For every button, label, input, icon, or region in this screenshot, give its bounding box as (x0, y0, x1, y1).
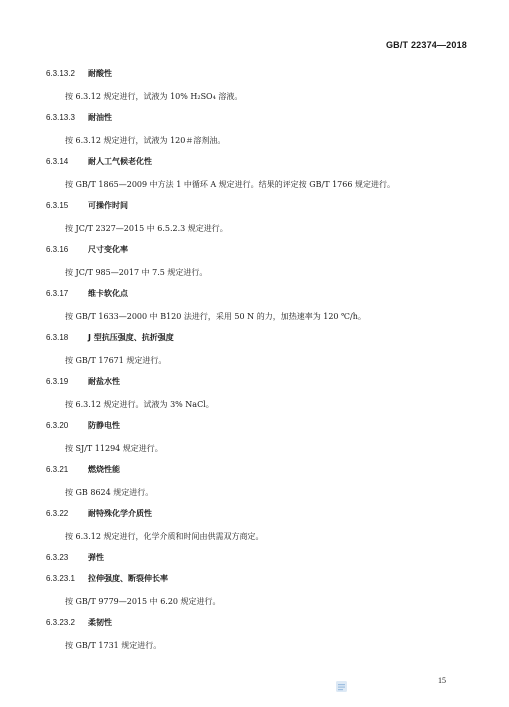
section-number: 6.3.13.3 (46, 113, 75, 122)
section-6-3-20 (46, 420, 466, 455)
section-6-3-19 (46, 376, 466, 411)
section-text: 按 JC/T 985—2017 中 7.5 规定进行。 (65, 268, 208, 277)
section-number: 6.3.22 (46, 509, 69, 518)
section-text: 按 GB/T 9779—2015 中 6.20 规定进行。 (65, 597, 221, 606)
section-number: 6.3.23.1 (46, 574, 75, 583)
section-title: 维卡软化点 (88, 289, 128, 298)
section-6-3-23-2 (46, 617, 466, 652)
page-number: 15 (438, 676, 446, 685)
section-text: 按 GB/T 1633—2000 中 B120 法进行，采用 50 N 的力，加热速率为 120 ℃/h。 (65, 312, 366, 321)
section-6-3-22 (46, 508, 466, 543)
section-6-3-13-3 (46, 112, 466, 147)
section-title: 耐盐水性 (88, 377, 120, 386)
section-number: 6.3.23.2 (46, 618, 75, 627)
section-text: 按 6.3.12 规定进行，化学介质和时间由供需双方商定。 (65, 532, 264, 541)
section-number: 6.3.19 (46, 377, 69, 386)
section-6-3-17 (46, 288, 466, 323)
section-text: 按 GB/T 17671 规定进行。 (65, 356, 167, 365)
section-number: 6.3.21 (46, 465, 69, 474)
section-number: 6.3.18 (46, 333, 69, 342)
section-title: 耐酸性 (88, 69, 112, 78)
section-title: 尺寸变化率 (88, 245, 128, 254)
section-title: 耐特殊化学介质性 (88, 509, 152, 518)
section-title: 防静电性 (88, 421, 120, 430)
section-6-3-23 (46, 552, 466, 564)
section-6-3-14 (46, 156, 466, 191)
section-number: 6.3.14 (46, 157, 69, 166)
section-number: 6.3.20 (46, 421, 69, 430)
section-text: 按 JC/T 2327—2015 中 6.5.2.3 规定进行。 (65, 224, 228, 233)
section-number: 6.3.16 (46, 245, 69, 254)
section-number: 6.3.13.2 (46, 69, 75, 78)
section-text: 按 6.3.12 规定进行。试液为 3% NaCl。 (65, 400, 214, 409)
section-6-3-21 (46, 464, 466, 499)
section-title: J 型抗压强度、抗折强度 (88, 333, 174, 342)
section-number: 6.3.15 (46, 201, 69, 210)
section-6-3-13-2 (46, 68, 466, 103)
section-text: 按 SJ/T 11294 规定进行。 (65, 444, 163, 453)
standard-code: GB/T 22374—2018 (385, 40, 467, 50)
section-title: 可操作时间 (88, 201, 128, 210)
section-title: 耐人工气候老化性 (88, 157, 152, 166)
document-body (46, 68, 466, 652)
section-text: 按 6.3.12 规定进行，试液为 10% H₂SO₄ 溶液。 (65, 92, 243, 101)
section-title: 柔韧性 (88, 618, 112, 627)
section-title: 耐油性 (88, 113, 112, 122)
section-6-3-15 (46, 200, 466, 235)
section-number: 6.3.17 (46, 289, 69, 298)
section-text: 按 GB 8624 规定进行。 (65, 488, 154, 497)
section-title: 弹性 (88, 553, 104, 562)
section-title: 燃烧性能 (88, 465, 120, 474)
section-6-3-18 (46, 332, 466, 367)
section-text: 按 6.3.12 规定进行，试液为 120＃溶剂油。 (65, 136, 226, 145)
section-title: 拉伸强度、断裂伸长率 (88, 574, 168, 583)
section-6-3-16 (46, 244, 466, 279)
section-text: 按 GB/T 1731 规定进行。 (65, 641, 162, 650)
section-number: 6.3.23 (46, 553, 69, 562)
section-6-3-23-1 (46, 573, 466, 608)
watermark-icon (336, 681, 347, 692)
section-text: 按 GB/T 1865—2009 中方法 1 中循环 A 规定进行。结果的评定按 GB/T 1766 规定进行。 (65, 180, 395, 189)
